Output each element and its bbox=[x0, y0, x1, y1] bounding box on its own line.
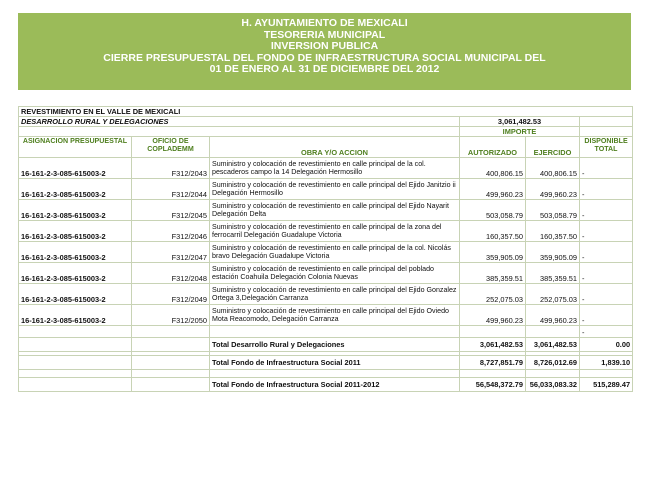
oficio-cell: F312/2044 bbox=[132, 179, 210, 200]
header-line-report-title: CIERRE PRESUPUESTAL DEL FONDO DE INFRAESTRUCTURA SOCIAL MUNICIPAL DEL bbox=[103, 51, 546, 64]
autorizado-cell: 499,960.23 bbox=[460, 179, 526, 200]
obra-cell: Suministro y colocación de revestimiento en calle principal del Ejido Janitzio ii Delegación Hermosillo bbox=[210, 179, 460, 200]
asignacion-cell: 16-161-2-3-085-615003-2 bbox=[19, 242, 132, 263]
disponible-cell: - bbox=[580, 200, 633, 221]
obra-cell: Suministro y colocación de revestimiento en calle principal de la col. pescaderos campo la 14 Delegación Hermosillo bbox=[210, 158, 460, 179]
disponible-cell: - bbox=[580, 305, 633, 326]
disponible-cell: - bbox=[580, 158, 633, 179]
disponible-cell: - bbox=[580, 179, 633, 200]
column-header-autorizado: AUTORIZADO bbox=[460, 137, 526, 158]
column-header-obra: OBRA Y/O ACCION bbox=[210, 137, 460, 158]
header-line-treasury: TESORERIA MUNICIPAL bbox=[263, 28, 386, 41]
ejercido-cell: 499,960.23 bbox=[526, 305, 580, 326]
obra-cell: Suministro y colocación de revestimiento en calle principal de la zona del ferrocarril Delegación Guadalupe Victoria bbox=[210, 221, 460, 242]
disponible-cell: - bbox=[580, 221, 633, 242]
asignacion-cell: 16-161-2-3-085-615003-2 bbox=[19, 305, 132, 326]
obra-cell: Suministro y colocación de revestimiento en calle principal del Ejido Oviedo Mota Reacomodo, Delegación Carranza bbox=[210, 305, 460, 326]
oficio-cell: F312/2049 bbox=[132, 284, 210, 305]
ejercido-cell: 252,075.03 bbox=[526, 284, 580, 305]
oficio-cell: F312/2046 bbox=[132, 221, 210, 242]
autorizado-cell: 503,058.79 bbox=[460, 200, 526, 221]
ejercido-cell: 385,359.51 bbox=[526, 263, 580, 284]
header-line-period: 01 DE ENERO AL 31 DE DICIEMBRE DEL 2012 bbox=[209, 63, 440, 76]
importe-label: IMPORTE bbox=[460, 127, 580, 137]
subsection-title: DESARROLLO RURAL Y DELEGACIONES bbox=[19, 117, 460, 127]
disponible-cell: - bbox=[580, 284, 633, 305]
column-header-oficio: OFICIO DE COPLADEMM bbox=[132, 137, 210, 158]
total-row bbox=[19, 356, 633, 370]
budget-table bbox=[18, 106, 633, 392]
total-row bbox=[19, 378, 633, 392]
oficio-cell: F312/2047 bbox=[132, 242, 210, 263]
ejercido-cell: 503,058.79 bbox=[526, 200, 580, 221]
total-ejercido: 8,726,012.69 bbox=[526, 356, 580, 370]
autorizado-cell: 400,806.15 bbox=[460, 158, 526, 179]
obra-cell: Suministro y colocación de revestimiento en calle principal del Ejido Gonzalez Ortega 3,Delegación Carranza bbox=[210, 284, 460, 305]
asignacion-cell: 16-161-2-3-085-615003-2 bbox=[19, 158, 132, 179]
autorizado-cell: 499,960.23 bbox=[460, 305, 526, 326]
total-ejercido: 56,033,083.32 bbox=[526, 378, 580, 392]
blank-row-dash: - bbox=[580, 326, 633, 338]
table-row bbox=[19, 263, 633, 284]
oficio-cell: F312/2048 bbox=[132, 263, 210, 284]
table-row bbox=[19, 305, 633, 326]
table-row bbox=[19, 284, 633, 305]
total-ejercido: 3,061,482.53 bbox=[526, 338, 580, 352]
spacer-row bbox=[19, 370, 633, 378]
oficio-cell: F312/2050 bbox=[132, 305, 210, 326]
asignacion-cell: 16-161-2-3-085-615003-2 bbox=[19, 263, 132, 284]
obra-cell: Suministro y colocación de revestimiento en calle principal del Ejido Nayarit Delegación Delta bbox=[210, 200, 460, 221]
disponible-cell: - bbox=[580, 242, 633, 263]
table-row bbox=[19, 200, 633, 221]
asignacion-cell: 16-161-2-3-085-615003-2 bbox=[19, 200, 132, 221]
section-title: REVESTIMIENTO EN EL VALLE DE MEXICALI bbox=[19, 107, 633, 117]
asignacion-cell: 16-161-2-3-085-615003-2 bbox=[19, 179, 132, 200]
total-disponible: 515,289.47 bbox=[580, 378, 633, 392]
report-header-banner bbox=[18, 13, 631, 90]
autorizado-cell: 385,359.51 bbox=[460, 263, 526, 284]
total-label: Total Desarrollo Rural y Delegaciones bbox=[210, 338, 460, 352]
section-row bbox=[19, 107, 633, 117]
subsection-amount: 3,061,482.53 bbox=[460, 117, 580, 127]
total-row bbox=[19, 338, 633, 352]
asignacion-cell: 16-161-2-3-085-615003-2 bbox=[19, 221, 132, 242]
disponible-cell: - bbox=[580, 263, 633, 284]
column-header-row bbox=[19, 137, 633, 158]
total-autorizado: 3,061,482.53 bbox=[460, 338, 526, 352]
ejercido-cell: 160,357.50 bbox=[526, 221, 580, 242]
total-disponible: 0.00 bbox=[580, 338, 633, 352]
obra-cell: Suministro y colocación de revestimiento en calle principal de la col. Nicolás bravo Delegación Guadalupe Victoria bbox=[210, 242, 460, 263]
total-label: Total Fondo de Infraestructura Social 2011 bbox=[210, 356, 460, 370]
ejercido-cell: 499,960.23 bbox=[526, 179, 580, 200]
total-autorizado: 8,727,851.79 bbox=[460, 356, 526, 370]
autorizado-cell: 252,075.03 bbox=[460, 284, 526, 305]
column-header-disponible: DISPONIBLE TOTAL bbox=[580, 137, 633, 158]
blank-row bbox=[19, 326, 633, 338]
table-row bbox=[19, 158, 633, 179]
asignacion-cell: 16-161-2-3-085-615003-2 bbox=[19, 284, 132, 305]
header-line-municipality: H. AYUNTAMIENTO DE MEXICALI bbox=[241, 17, 408, 29]
importe-row bbox=[19, 127, 633, 137]
subsection-row bbox=[19, 117, 633, 127]
column-header-ejercido: EJERCIDO bbox=[526, 137, 580, 158]
oficio-cell: F312/2043 bbox=[132, 158, 210, 179]
obra-cell: Suministro y colocación de revestimiento en calle principal del poblado estación Coahuila Delegación Colonia Nuevas bbox=[210, 263, 460, 284]
table-row bbox=[19, 221, 633, 242]
table-row bbox=[19, 179, 633, 200]
table-row bbox=[19, 242, 633, 263]
autorizado-cell: 160,357.50 bbox=[460, 221, 526, 242]
total-autorizado: 56,548,372.79 bbox=[460, 378, 526, 392]
ejercido-cell: 400,806.15 bbox=[526, 158, 580, 179]
header-line-investment: INVERSION PUBLICA bbox=[270, 40, 379, 53]
total-label: Total Fondo de Infraestructura Social 2011-2012 bbox=[210, 378, 460, 392]
column-header-asignacion: ASIGNACION PRESUPUESTAL bbox=[19, 137, 132, 158]
total-disponible: 1,839.10 bbox=[580, 356, 633, 370]
oficio-cell: F312/2045 bbox=[132, 200, 210, 221]
ejercido-cell: 359,905.09 bbox=[526, 242, 580, 263]
autorizado-cell: 359,905.09 bbox=[460, 242, 526, 263]
